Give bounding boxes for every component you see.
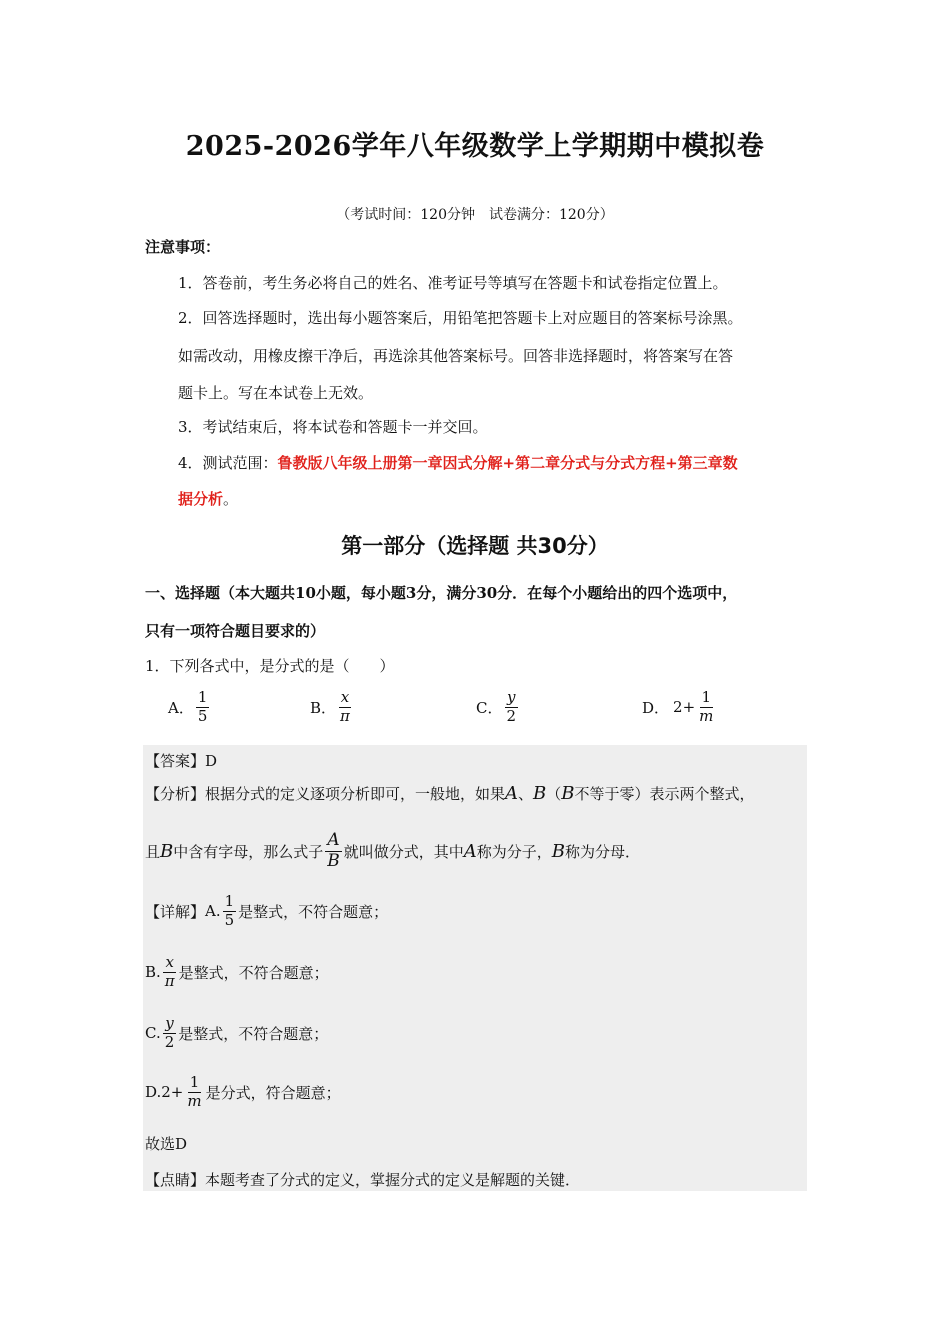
notice-item-1: 1．答卷前，考生务必将自己的姓名、准考证号等填写在答题卡和试卷指定位置上。 xyxy=(178,274,728,292)
analysis-text-2e: 称为分母． xyxy=(565,842,641,861)
notice-item-2-line-2: 如需改动，用橡皮擦干净后，再选涂其他答案标号。回答非选择题时，将答案写在答 xyxy=(178,347,734,365)
detail-line-c xyxy=(145,1016,328,1051)
analysis-text-2a: 且 xyxy=(145,842,161,861)
option-d-prefix: 2+ xyxy=(673,698,696,717)
option-b-label: B． xyxy=(310,698,337,717)
detail-b-fraction xyxy=(163,955,177,990)
detail-a-den: 5 xyxy=(224,910,235,929)
answer-row xyxy=(145,750,217,771)
detail-a-prefix: A. xyxy=(205,902,221,921)
comment-label: 【点睛】 xyxy=(145,1171,206,1189)
option-a-numerator: 1 xyxy=(197,688,208,706)
detail-a-text: 是整式，不符合题意； xyxy=(238,902,389,921)
option-a-fraction xyxy=(196,690,210,725)
analysis-text-1c: 不等于零）表示两个整式， xyxy=(574,785,755,803)
fraction-a-over-b-den: B xyxy=(327,850,340,871)
notice-heading: 注意事项： xyxy=(145,238,221,256)
analysis-label: 【分析】 xyxy=(145,785,206,803)
detail-b-prefix: B. xyxy=(145,963,161,982)
notice-item-4-suffix: 。 xyxy=(223,490,239,508)
detail-c-text: 是整式，不符合题意； xyxy=(178,1024,329,1043)
detail-b-text: 是整式，不符合题意； xyxy=(178,963,329,982)
detail-d-den: m xyxy=(187,1091,202,1110)
option-a xyxy=(168,690,211,725)
option-b-denominator: π xyxy=(340,706,350,725)
question-1-stem: 1．下列各式中，是分式的是（ ） xyxy=(145,657,395,675)
notice-item-4-line-2 xyxy=(178,488,238,509)
notice-item-2-line-1: 2．回答选择题时，选出每小题答案后，用铅笔把答题卡上对应题目的答案标号涂黑。 xyxy=(178,309,743,327)
option-b-numerator: x xyxy=(340,688,350,706)
var-b: B xyxy=(533,783,547,804)
detail-d-prefix: D.2+ xyxy=(145,1083,184,1102)
notice-item-4-line-1 xyxy=(178,452,738,473)
analysis-text-2b: 中含有字母，那么式子 xyxy=(173,842,324,861)
part-title: 第一部分（选择题 共30分） xyxy=(341,534,609,558)
comment-line xyxy=(145,1169,580,1190)
notice-item-2-line-3: 题卡上。写在本试卷上无效。 xyxy=(178,384,374,402)
detail-c-prefix: C. xyxy=(145,1024,161,1043)
detail-line-b xyxy=(145,955,329,990)
var-a: A xyxy=(505,783,519,804)
option-c-denominator: 2 xyxy=(506,706,517,725)
option-d-label: D． xyxy=(642,698,670,717)
detail-b-den: π xyxy=(164,971,175,990)
test-scope-cont: 据分析 xyxy=(178,490,224,508)
option-c-fraction xyxy=(504,690,518,725)
detail-d-fraction xyxy=(185,1075,203,1110)
analysis-line-1 xyxy=(145,783,755,804)
section-heading-line-1: 一、选择题（本大题共10小题，每小题3分，满分30分．在每个小题给出的四个选项中， xyxy=(145,584,738,602)
detail-d-text: 是分式，符合题意； xyxy=(205,1083,341,1102)
detail-d-num: 1 xyxy=(189,1073,200,1091)
analysis-text-2d: 称为分子， xyxy=(476,842,552,861)
detail-c-num: y xyxy=(165,1014,174,1032)
analysis-paren: （ xyxy=(546,785,562,803)
detail-label: 【详解】 xyxy=(145,902,206,921)
fraction-a-over-b xyxy=(325,832,342,871)
comment-text: 本题考查了分式的定义，掌握分式的定义是解题的关键． xyxy=(205,1171,581,1189)
answer-label: 【答案】 xyxy=(145,752,206,770)
option-d-fraction xyxy=(697,690,715,725)
analysis-text-1a: 根据分式的定义逐项分析即可，一般地，如果 xyxy=(205,785,506,803)
analysis-line-2 xyxy=(145,832,640,871)
answer-value: D xyxy=(205,751,218,770)
var-b-4: B xyxy=(551,840,566,862)
var-b-3: B xyxy=(160,840,174,862)
detail-c-fraction xyxy=(163,1016,177,1051)
analysis-text-2c: 就叫做分式，其中 xyxy=(343,842,464,861)
option-c-label: C． xyxy=(476,698,503,717)
detail-c-den: 2 xyxy=(164,1032,175,1051)
option-d-numerator: 1 xyxy=(701,688,712,706)
option-b-fraction xyxy=(338,690,352,725)
option-c xyxy=(476,690,520,725)
var-a-2: A xyxy=(463,840,477,862)
test-scope: 鲁教版八年级上册第一章因式分解+第二章分式与分式方程+第三章数 xyxy=(277,454,738,472)
detail-b-num: x xyxy=(165,953,174,971)
fraction-a-over-b-num: A xyxy=(327,830,340,850)
option-a-denominator: 5 xyxy=(197,706,208,725)
option-d-denominator: m xyxy=(699,706,714,725)
conclusion: 故选D xyxy=(145,1135,188,1153)
analysis-sep: 、 xyxy=(518,785,534,803)
detail-a-num: 1 xyxy=(224,892,235,910)
notice-item-3: 3．考试结束后，将本试卷和答题卡一并交回。 xyxy=(178,418,488,436)
detail-line-a xyxy=(145,894,388,929)
detail-a-fraction xyxy=(223,894,237,929)
option-d xyxy=(642,690,717,725)
notice-item-4-prefix: 4．测试范围： xyxy=(178,454,278,472)
detail-line-d xyxy=(145,1075,341,1110)
section-heading-line-2: 只有一项符合题目要求的） xyxy=(145,622,326,640)
option-a-label: A． xyxy=(168,698,194,717)
exam-info: （考试时间：120分钟 试卷满分：120分） xyxy=(336,207,614,223)
page-title: 2025-2026学年八年级数学上学期期中模拟卷 xyxy=(185,131,765,162)
option-c-numerator: y xyxy=(507,688,516,706)
var-b-2: B xyxy=(561,783,575,804)
option-b xyxy=(310,690,354,725)
